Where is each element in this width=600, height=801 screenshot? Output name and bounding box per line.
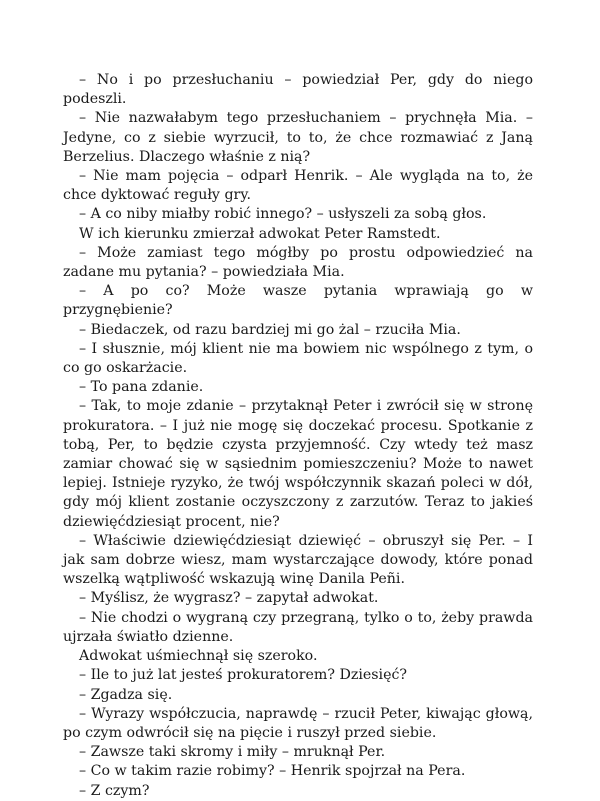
paragraph: – Z czym? (79, 782, 150, 799)
paragraph: – Zawsze taki skromy i miły – mruknął Per. (79, 744, 386, 761)
paragraph: – No i po przesłuchaniu – powiedział Per, gdy do niego podeszli. (63, 72, 533, 108)
paragraph: – A po co? Może wasze pytania wprawiają go w przygnębienie? (63, 283, 533, 319)
paragraph: – Właściwie dziewięćdziesiąt dziewięć – obruszył się Per. – I jak sam dobrze wiesz, mam wystarczające dowody, które ponad wszelką wątpliwość wskazują winę Danila Peñi. (63, 532, 533, 588)
paragraph: – Nie nazwałabym tego przesłuchaniem – prychnęła Mia. – Jedyne, co z siebie wyrzucił, to to, że chce rozmawiać z Janą Berzelius. Dlaczego właśnie z nią? (63, 110, 533, 165)
paragraph: – Może zamiast tego mógłby po prostu odpowiedzieć na zadane mu pytania? – powiedziała Mia. (63, 244, 533, 281)
paragraph: – Myślisz, że wygrasz? – zapytał adwokat. (79, 590, 379, 607)
paragraph: – Nie chodzi o wygraną czy przegraną, tylko o to, żeby prawda ujrzała światło dzienne. (63, 609, 533, 645)
paragraph: – Biedaczek, od razu bardziej mi go żal – rzuciła Mia. (79, 321, 461, 338)
book-page-text (63, 71, 533, 801)
paragraph: – Ile to już lat jesteś prokuratorem? Dziesięć? (79, 667, 408, 684)
paragraph: – Tak, to moje zdanie – przytaknął Peter i zwrócił się w stronę prokuratora. – I już nie mogę się doczekać procesu. Spotkanie z tobą, Per, to będzie czysta przyjemność. Czy wtedy też masz zamiar chować się w sąsiednim pomieszczeniu? Może to nawet lepiej. Istnieje ryzyko, że twój współczynnik skazań poleci w dół, gdy mój klient zostanie oczyszczony z zarzutów. Teraz to jakieś dziewięćdziesiąt procent, nie? (63, 398, 533, 530)
paragraph: – Nie mam pojęcia – odparł Henrik. – Ale wygląda na to, że chce dyktować reguły gry. (63, 168, 533, 204)
paragraph: W ich kierunku zmierzał adwokat Peter Ramstedt. (79, 225, 441, 242)
paragraph: – Co w takim razie robimy? – Henrik spojrzał na Pera. (79, 763, 466, 780)
paragraph: – A co niby miałby robić innego? – usłyszeli za sobą głos. (79, 206, 487, 223)
paragraph: – Wyrazy współczucia, naprawdę – rzucił Peter, kiwając głową, po czym odwrócił się na pięcie i ruszył przed siebie. (63, 705, 533, 741)
paragraph: – I słusznie, mój klient nie ma bowiem nic wspólnego z tym, o co go oskarżacie. (63, 340, 533, 377)
paragraph: – Zgadza się. (79, 686, 173, 703)
paragraph: Adwokat uśmiechnął się szeroko. (79, 648, 318, 665)
paragraph: – To pana zdanie. (79, 379, 204, 396)
